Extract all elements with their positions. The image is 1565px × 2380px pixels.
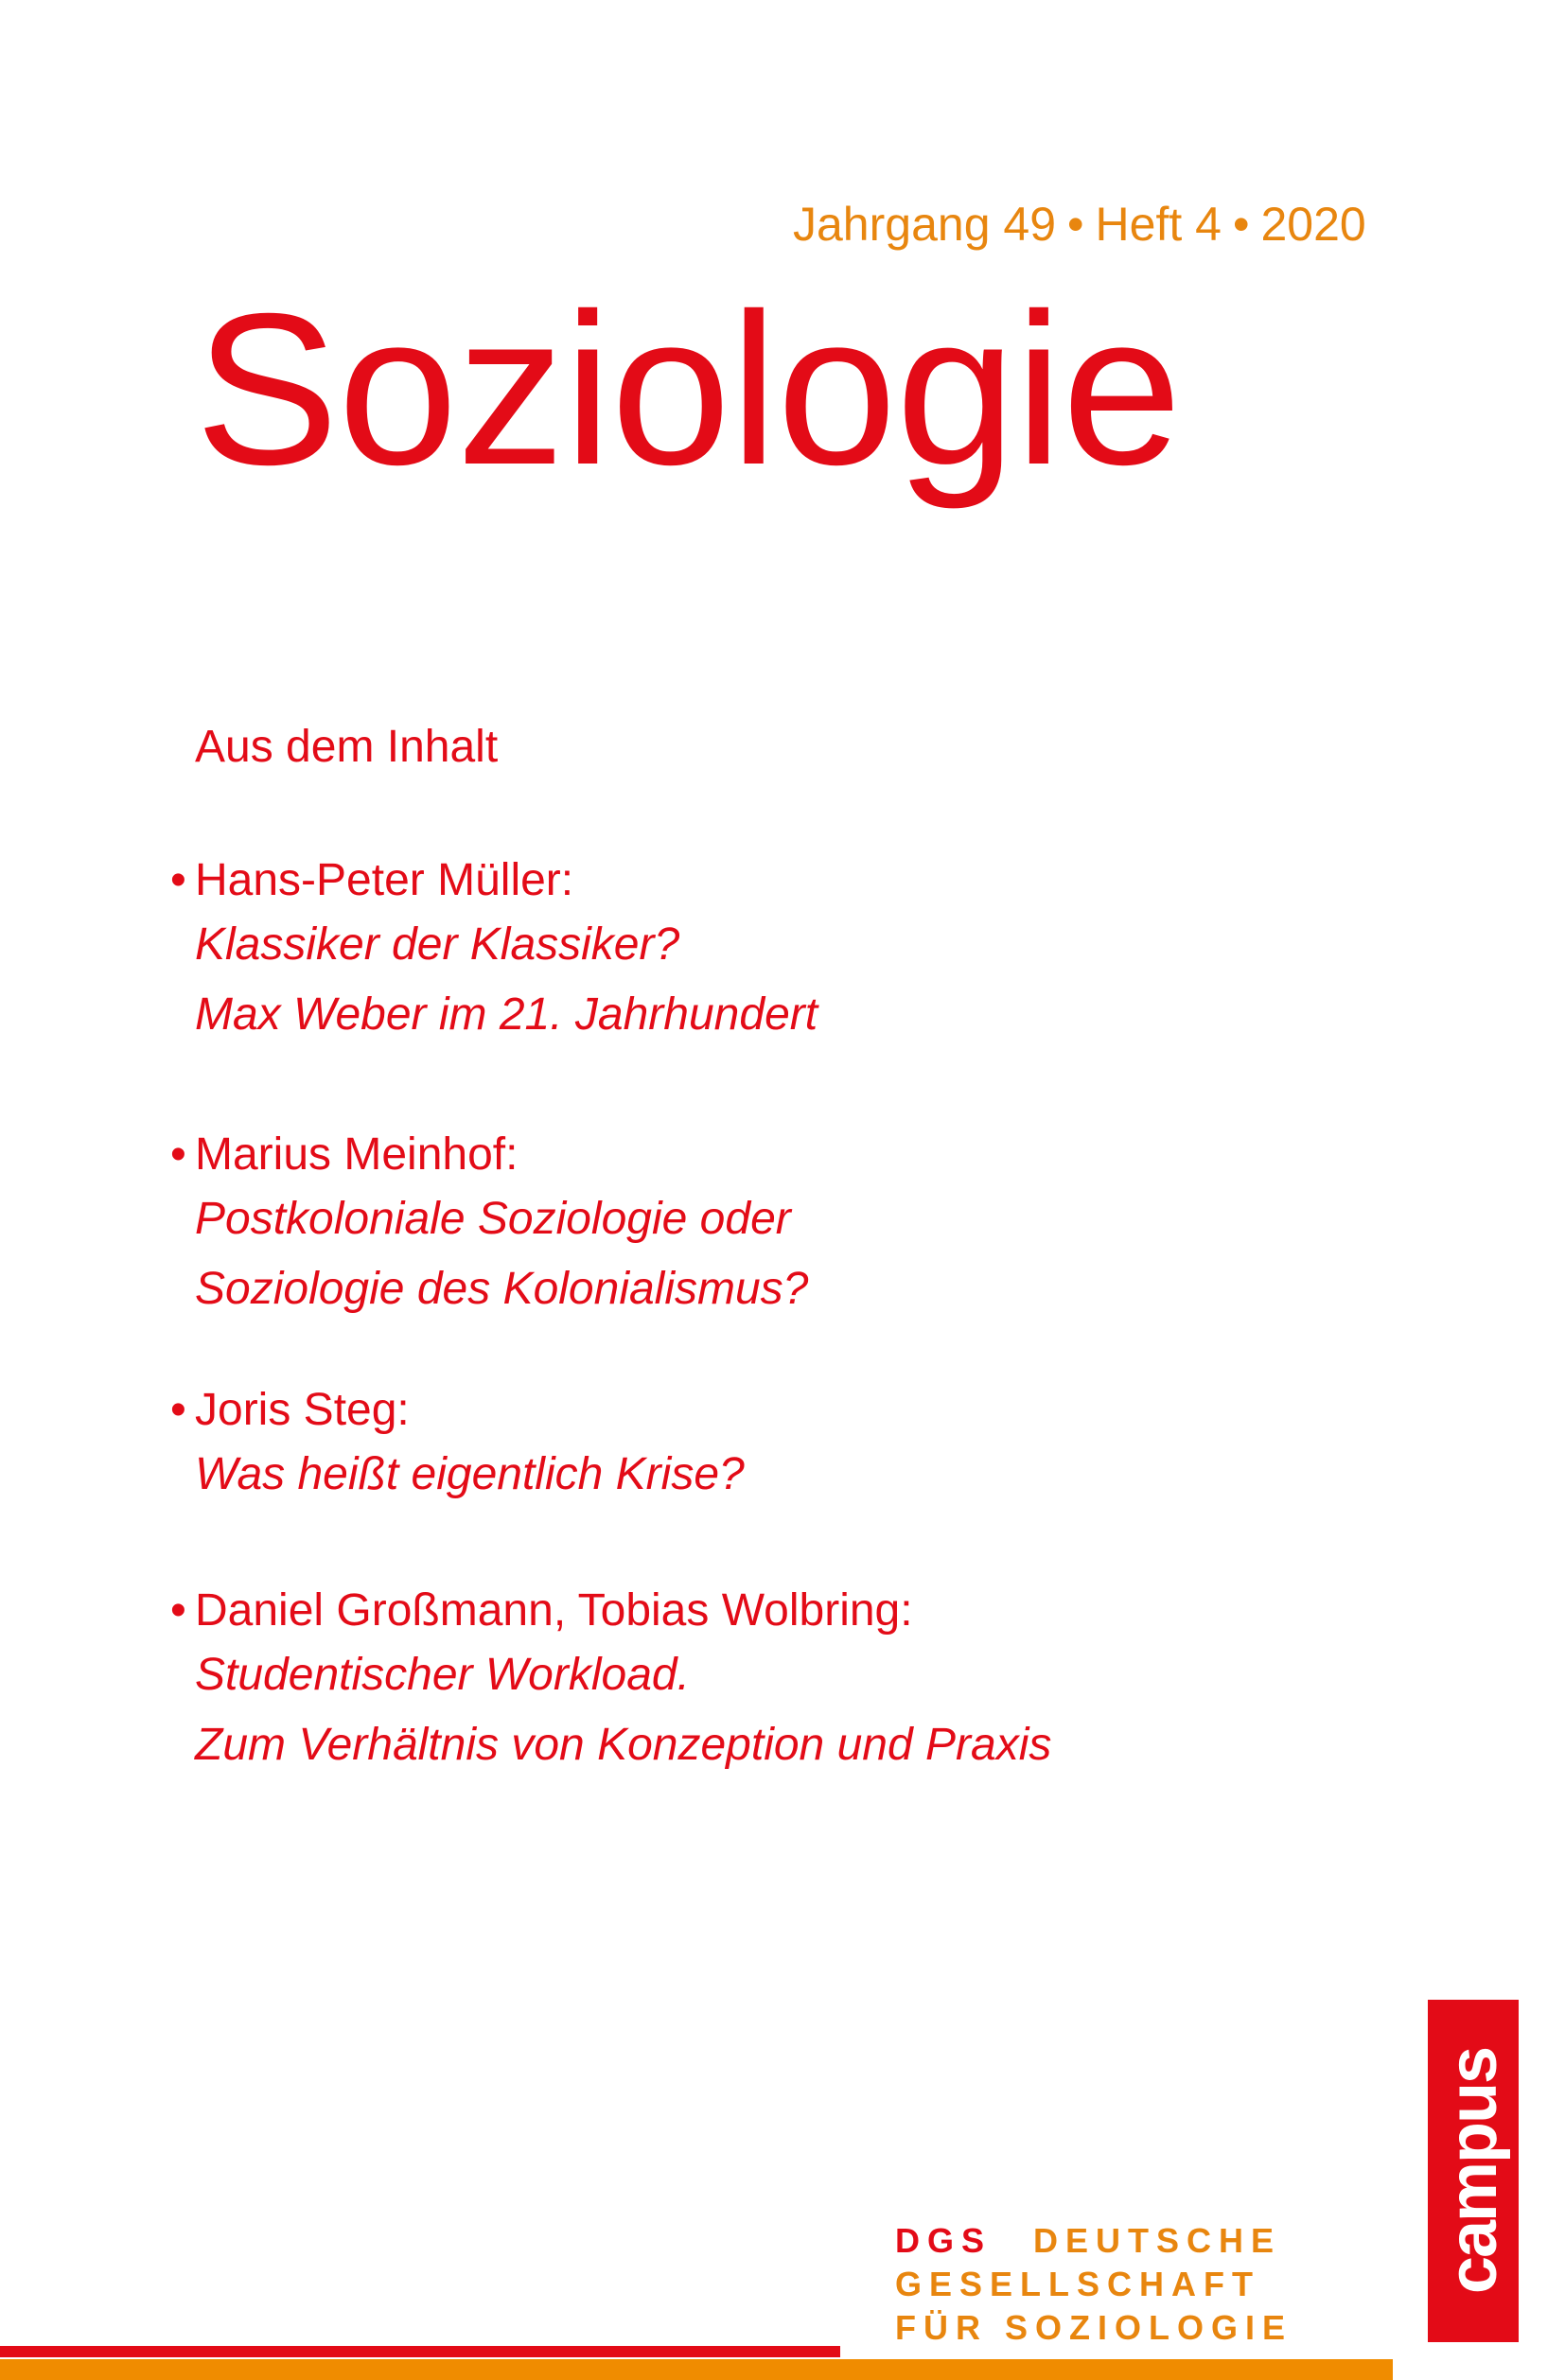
article-entry	[170, 1582, 1051, 1780]
article-title-line: Postkoloniale Soziologie oder	[195, 1194, 791, 1244]
journal-title: Soziologie	[195, 270, 1182, 510]
bullet-icon: •	[170, 1129, 186, 1180]
article-author	[170, 1381, 745, 1440]
article-author	[170, 851, 818, 910]
article-title-line: Klassiker der Klassiker?	[195, 919, 680, 970]
article-entry	[170, 1381, 745, 1510]
issue-year: 2020	[1260, 198, 1366, 251]
society-abbrev: DGS	[895, 2221, 993, 2260]
society-line-1	[895, 2219, 1292, 2263]
bullet-icon: •	[170, 1585, 186, 1636]
article-author-name: Hans-Peter Müller:	[195, 855, 574, 905]
issue-separator: •	[1232, 198, 1250, 251]
society-name-line: FÜR SOZIOLOGIE	[895, 2308, 1293, 2347]
publisher-name: campus	[1435, 2047, 1511, 2295]
article-author	[170, 1126, 808, 1184]
article-author	[170, 1582, 1051, 1640]
bullet-icon: •	[170, 1385, 186, 1435]
article-author-name: Joris Steg:	[195, 1385, 410, 1435]
article-author-name: Marius Meinhof:	[195, 1129, 519, 1180]
society-name-line: GESELLSCHAFT	[895, 2265, 1261, 2303]
contents-heading: Aus dem Inhalt	[195, 722, 499, 772]
issue-separator: •	[1067, 198, 1084, 251]
article-title-line: Soziologie des Kolonialismus?	[195, 1264, 809, 1314]
article-entry	[170, 1126, 808, 1324]
issue-number: Heft 4	[1095, 198, 1222, 251]
article-title-line: Studentischer Workload.	[195, 1650, 690, 1700]
article-entry	[170, 851, 818, 1050]
article-title-line: Max Weber im 21. Jahrhundert	[195, 989, 818, 1040]
article-author-name: Daniel Großmann, Tobias Wolbring:	[195, 1585, 913, 1636]
article-title-line: Was heißt eigentlich Krise?	[195, 1449, 745, 1499]
society-name-line: DEUTSCHE	[1033, 2221, 1282, 2260]
issue-volume: Jahrgang 49	[793, 198, 1057, 251]
bullet-icon: •	[170, 855, 186, 905]
issue-info	[793, 196, 1366, 253]
orange-divider	[0, 2359, 1393, 2380]
red-divider	[0, 2346, 840, 2357]
article-title-line: Zum Verhältnis von Konzeption und Praxis	[195, 1720, 1052, 1770]
society-logo	[895, 2219, 1292, 2350]
publisher-logo	[1428, 2000, 1519, 2342]
